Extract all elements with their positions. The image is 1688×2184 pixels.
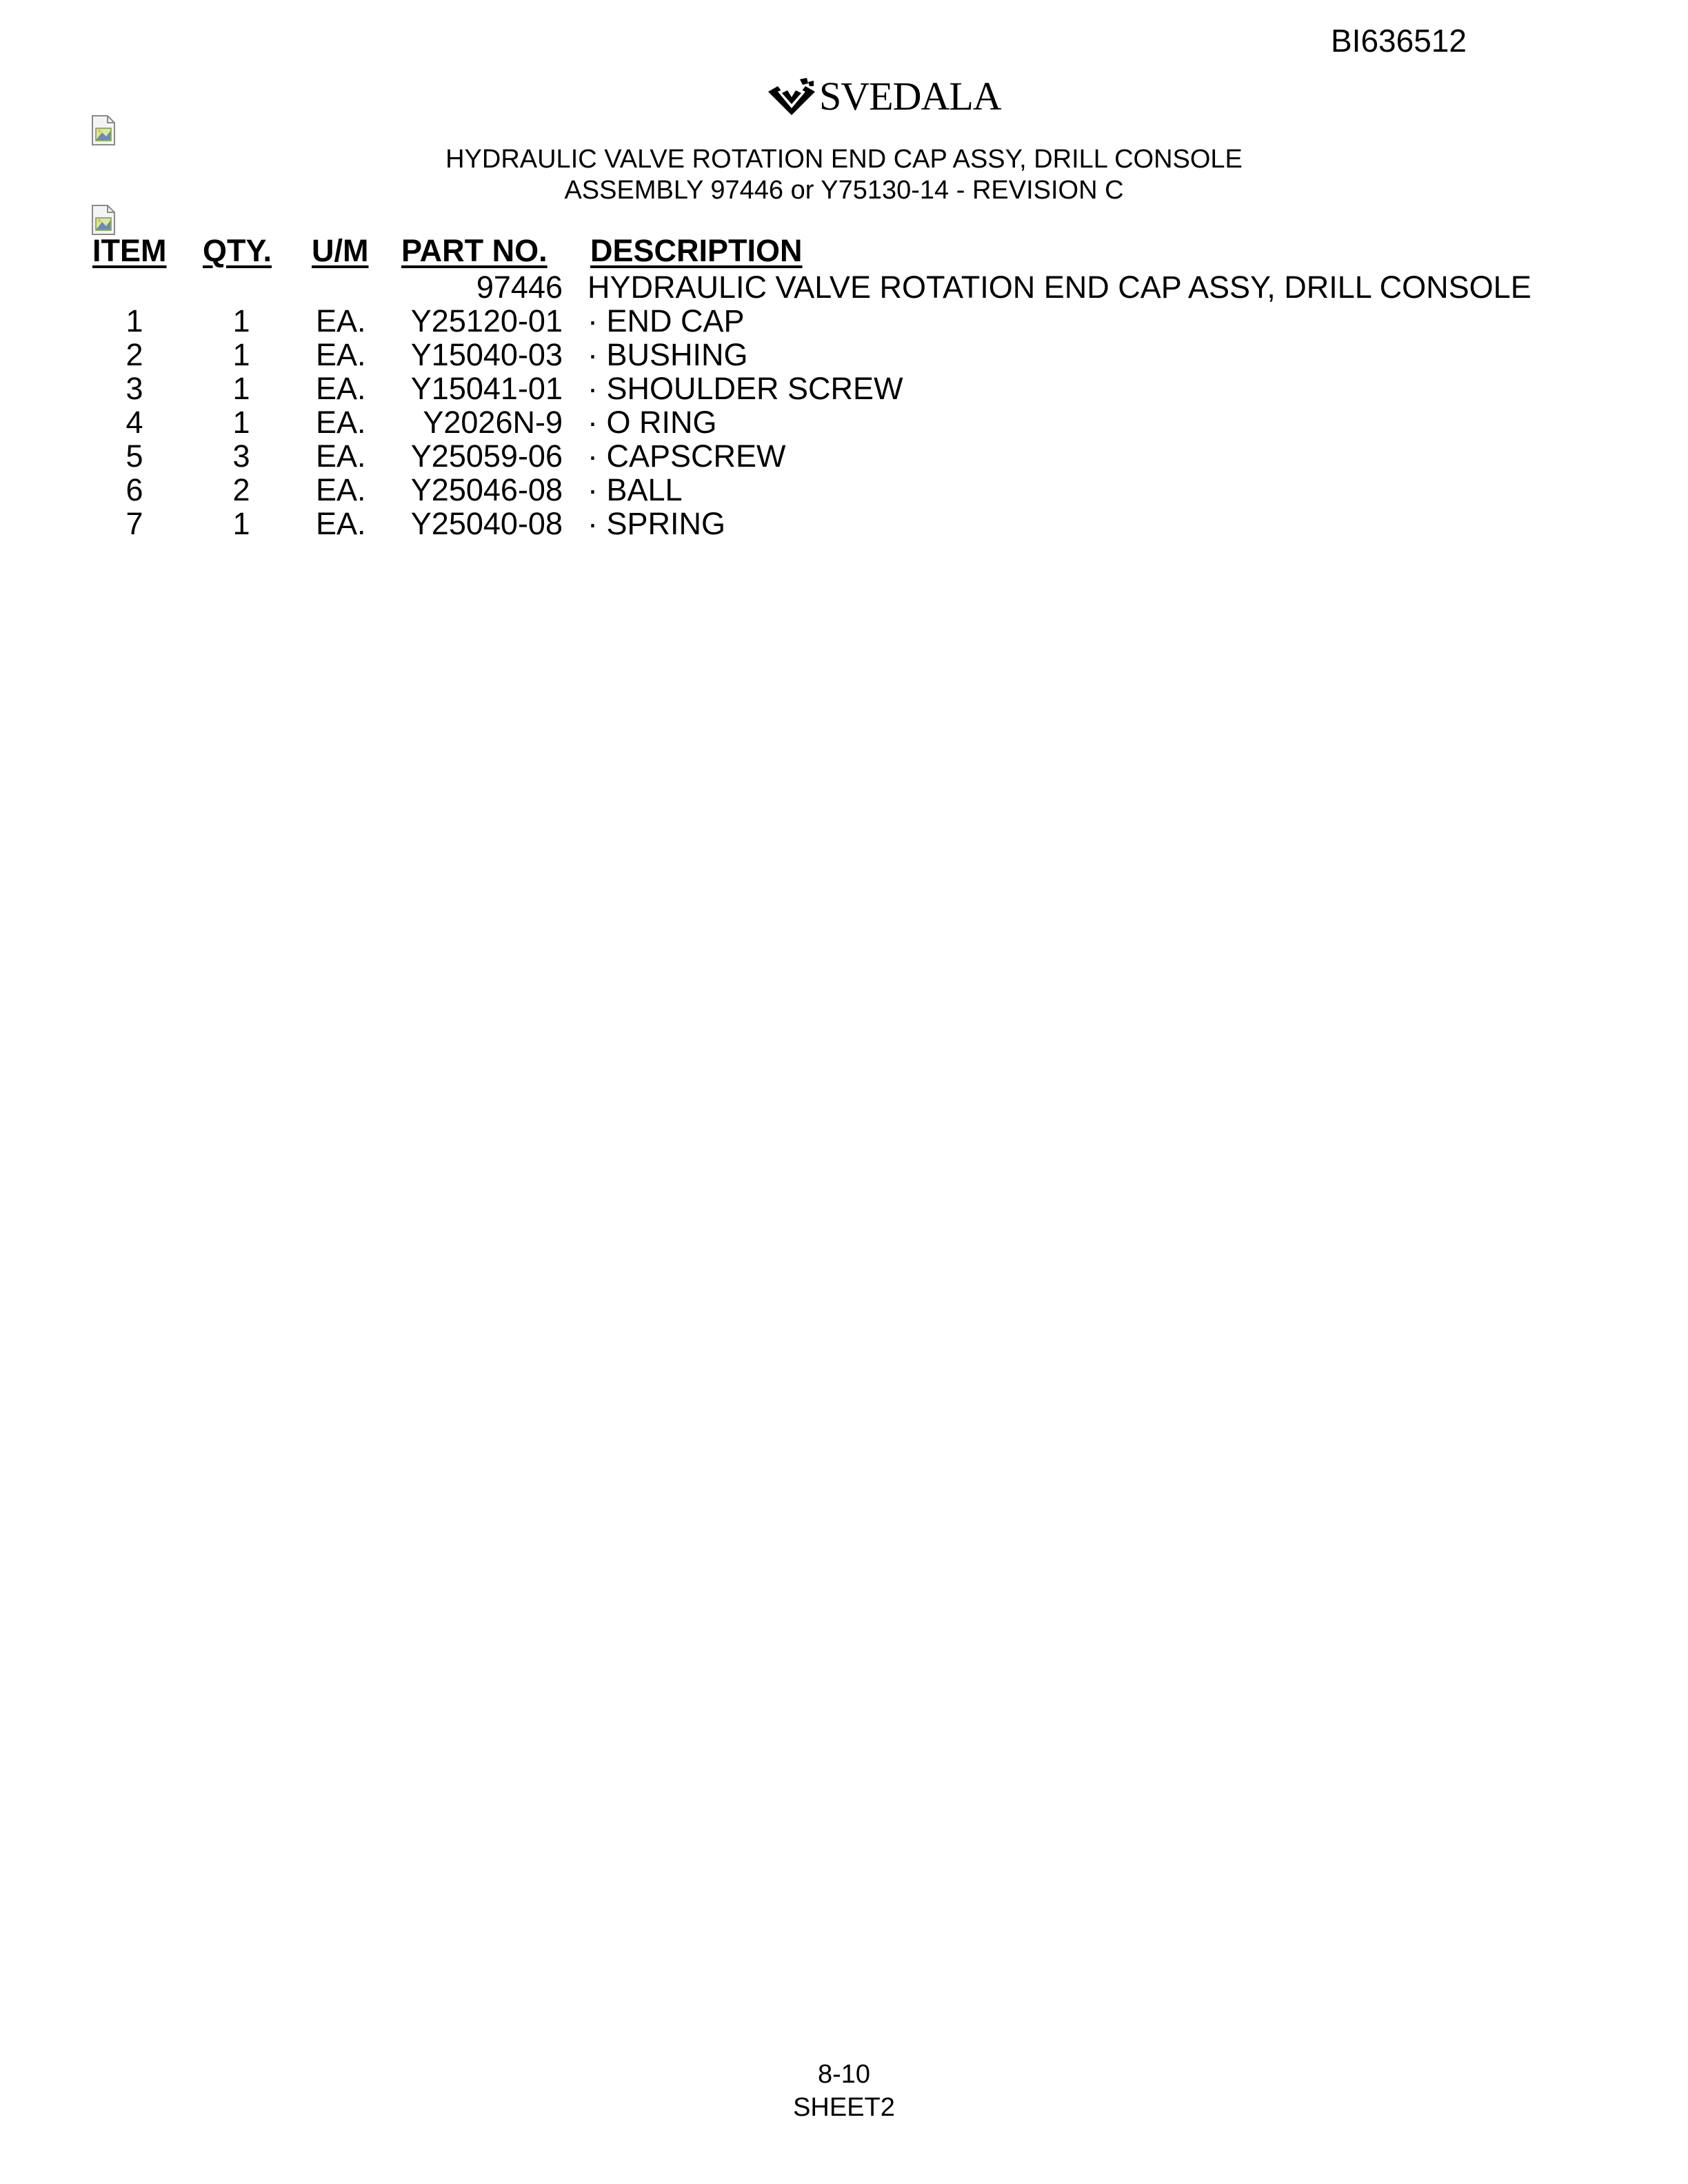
row-part-no: Y25046-08 [410, 472, 563, 507]
row-description: · END CAP [587, 303, 745, 338]
header-um: U/M [312, 233, 369, 268]
row-um: EA. [316, 371, 366, 406]
row-qty: 1 [232, 506, 250, 541]
table-row [0, 405, 1688, 439]
row-item: 3 [125, 371, 143, 406]
row-part-no: Y2026N-9 [423, 405, 563, 440]
document-title-line-2: ASSEMBLY 97446 or Y75130-14 - REVISION C [564, 176, 1124, 205]
table-row [0, 473, 1688, 507]
row-qty: 1 [232, 337, 250, 372]
row-description: · SHOULDER SCREW [587, 371, 903, 406]
row-item: 7 [125, 506, 143, 541]
document-id: BI636512 [1331, 23, 1467, 59]
row-qty: 1 [232, 303, 250, 338]
brand-name: SVEDALA [819, 74, 1001, 119]
row-part-no: Y15040-03 [410, 337, 563, 372]
sheet-label: SHEET2 [793, 2093, 895, 2122]
row-item: 5 [125, 438, 143, 474]
header-part-no: PART NO. [401, 233, 547, 268]
row-um: EA. [316, 303, 366, 338]
row-part-no: 97446 [476, 270, 563, 305]
row-part-no: Y15041-01 [410, 371, 563, 406]
table-row [0, 270, 1688, 304]
row-item: 1 [125, 303, 143, 338]
row-item: 6 [125, 472, 143, 507]
row-part-no: Y25059-06 [410, 438, 563, 474]
row-qty: 2 [232, 472, 250, 507]
row-description: · CAPSCREW [587, 438, 786, 474]
row-um: EA. [316, 506, 366, 541]
row-part-no: Y25120-01 [410, 303, 563, 338]
svedala-logo-icon [765, 77, 818, 117]
row-qty: 3 [232, 438, 250, 474]
header-qty: QTY. [203, 233, 272, 268]
row-description: · BUSHING [587, 337, 748, 372]
row-part-no: Y25040-08 [410, 506, 563, 541]
table-row [0, 304, 1688, 338]
header-item: ITEM [92, 233, 167, 268]
document-title-line-1: HYDRAULIC VALVE ROTATION END CAP ASSY, DRILL CONSOLE [445, 145, 1243, 174]
table-row [0, 372, 1688, 405]
page-number: 8-10 [817, 2060, 871, 2089]
row-item: 4 [125, 405, 143, 440]
row-qty: 1 [232, 371, 250, 406]
row-um: EA. [316, 472, 366, 507]
row-item: 2 [125, 337, 143, 372]
row-um: EA. [316, 405, 366, 440]
table-row [0, 439, 1688, 473]
row-description: HYDRAULIC VALVE ROTATION END CAP ASSY, DRILL CONSOLE [587, 270, 1531, 305]
row-um: EA. [316, 337, 366, 372]
row-um: EA. [316, 438, 366, 474]
table-row [0, 338, 1688, 372]
parts-table [0, 232, 1688, 540]
row-description: · O RING [587, 405, 717, 440]
row-qty: 1 [232, 405, 250, 440]
svedala-logo [765, 74, 1001, 119]
table-header-row [0, 232, 1688, 270]
table-row [0, 507, 1688, 540]
header-description: DESCRIPTION [590, 233, 803, 268]
broken-image-icon [90, 114, 117, 146]
row-description: · SPRING [587, 506, 726, 541]
row-description: · BALL [587, 472, 683, 507]
